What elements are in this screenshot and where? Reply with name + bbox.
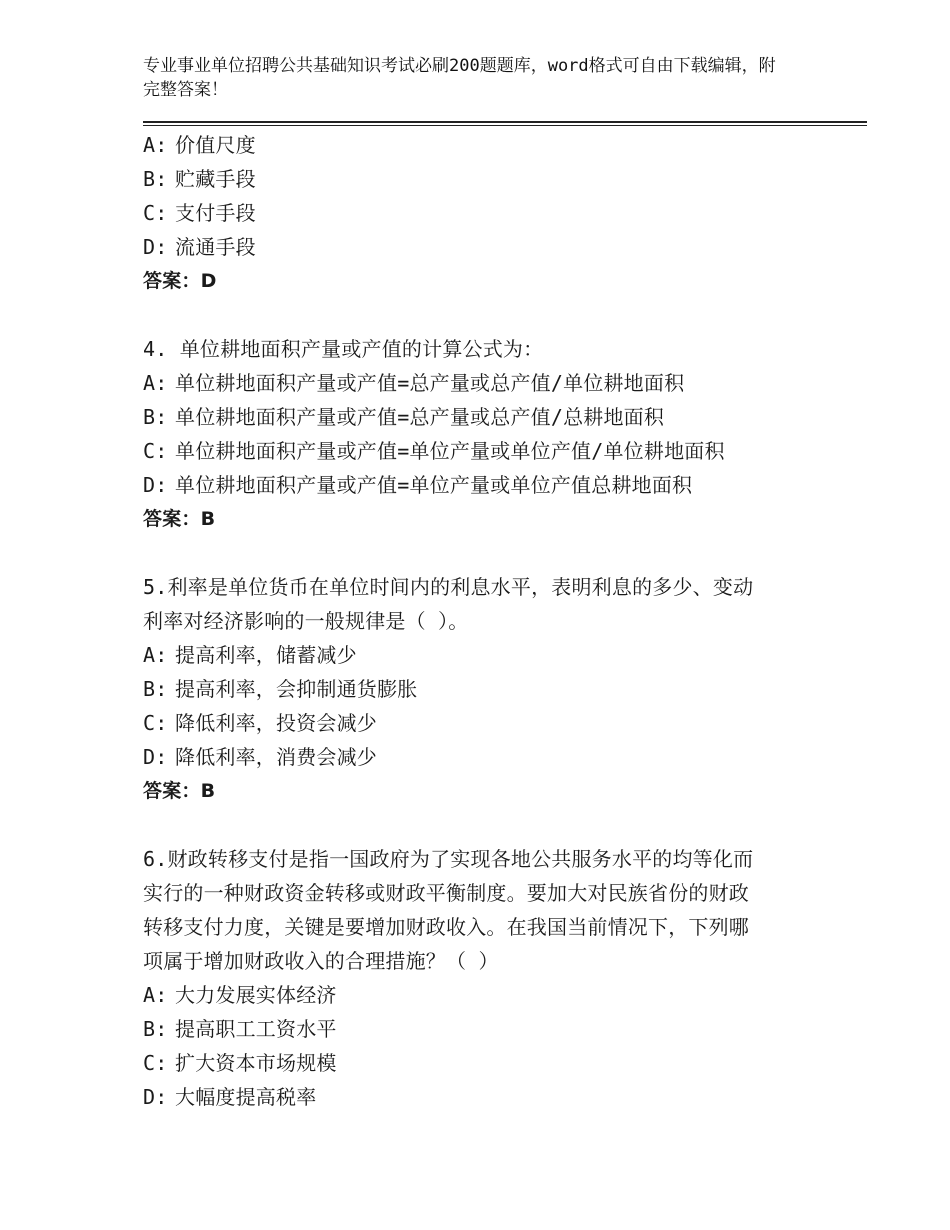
document-header: 专业事业单位招聘公共基础知识考试必刷200题题库，word格式可自由下载编辑，附完整答案！ (143, 56, 776, 100)
option-text: 单位耕地面积产量或产值=单位产量或单位产值总耕地面积 (175, 473, 693, 497)
question-stem-line: 转移支付力度，关键是要增加财政收入。在我国当前情况下，下列哪 (143, 915, 749, 939)
option-label: B: (143, 677, 168, 701)
question-stem-line: 项属于增加财政收入的合理措施？（ ） (143, 949, 499, 973)
option-label: C: (143, 201, 168, 225)
answer: 答案：B (143, 780, 216, 802)
option-a (143, 638, 803, 672)
option-label: A: (143, 643, 168, 667)
option-label: B: (143, 167, 168, 191)
option-text: 提高利率，储蓄减少 (175, 643, 357, 667)
header-rule-thin (143, 125, 867, 126)
option-label: D: (143, 745, 168, 769)
answer: 答案：D (143, 270, 217, 292)
question-stem-line: 实行的一种财政资金转移或财政平衡制度。要加大对民族省份的财政 (143, 881, 749, 905)
option-label: D: (143, 473, 168, 497)
option-c (143, 1046, 803, 1080)
option-text: 大力发展实体经济 (175, 983, 337, 1007)
question-block-6 (143, 842, 803, 1114)
option-label: B: (143, 1017, 168, 1041)
option-text: 单位耕地面积产量或产值=总产量或总产值/单位耕地面积 (175, 371, 685, 395)
option-text: 流通手段 (175, 235, 256, 259)
option-d (143, 1080, 803, 1114)
option-c (143, 196, 803, 230)
option-c (143, 706, 803, 740)
option-text: 提高利率，会抑制通货膨胀 (175, 677, 418, 701)
option-label: C: (143, 1051, 168, 1075)
option-label: B: (143, 405, 168, 429)
option-label: A: (143, 983, 168, 1007)
option-a (143, 366, 803, 400)
option-text: 降低利率，消费会减少 (175, 745, 377, 769)
option-d (143, 468, 803, 502)
option-label: A: (143, 371, 168, 395)
option-a (143, 978, 803, 1012)
option-text: 单位耕地面积产量或产值=总产量或总产值/总耕地面积 (175, 405, 665, 429)
option-b (143, 162, 803, 196)
answer: 答案：B (143, 508, 216, 530)
question-block-prev (143, 128, 803, 298)
question-stem-line: 5.利率是单位货币在单位时间内的利息水平，表明利息的多少、变动 (143, 575, 754, 599)
option-text: 单位耕地面积产量或产值=单位产量或单位产值/单位耕地面积 (175, 439, 725, 463)
option-d (143, 740, 803, 774)
option-b (143, 1012, 803, 1046)
option-label: C: (143, 439, 168, 463)
option-d (143, 230, 803, 264)
option-text: 支付手段 (175, 201, 256, 225)
question-content (143, 128, 803, 1114)
option-b (143, 672, 803, 706)
option-label: D: (143, 1085, 168, 1109)
option-label: C: (143, 711, 168, 735)
option-c (143, 434, 803, 468)
header-rule-thick (143, 121, 867, 123)
option-text: 提高职工工资水平 (175, 1017, 337, 1041)
option-text: 降低利率，投资会减少 (175, 711, 377, 735)
question-stem-line: 6.财政转移支付是指一国政府为了实现各地公共服务水平的均等化而 (143, 847, 754, 871)
option-label: D: (143, 235, 168, 259)
option-text: 贮藏手段 (175, 167, 256, 191)
question-block-5 (143, 570, 803, 808)
option-text: 价值尺度 (175, 133, 256, 157)
option-text: 扩大资本市场规模 (175, 1051, 337, 1075)
question-stem: 4. 单位耕地面积产量或产值的计算公式为： (143, 337, 544, 361)
option-a (143, 128, 803, 162)
option-b (143, 400, 803, 434)
option-text: 大幅度提高税率 (175, 1085, 317, 1109)
option-label: A: (143, 133, 168, 157)
question-block-4 (143, 332, 803, 536)
question-stem-line: 利率对经济影响的一般规律是（ ）。 (143, 609, 469, 633)
